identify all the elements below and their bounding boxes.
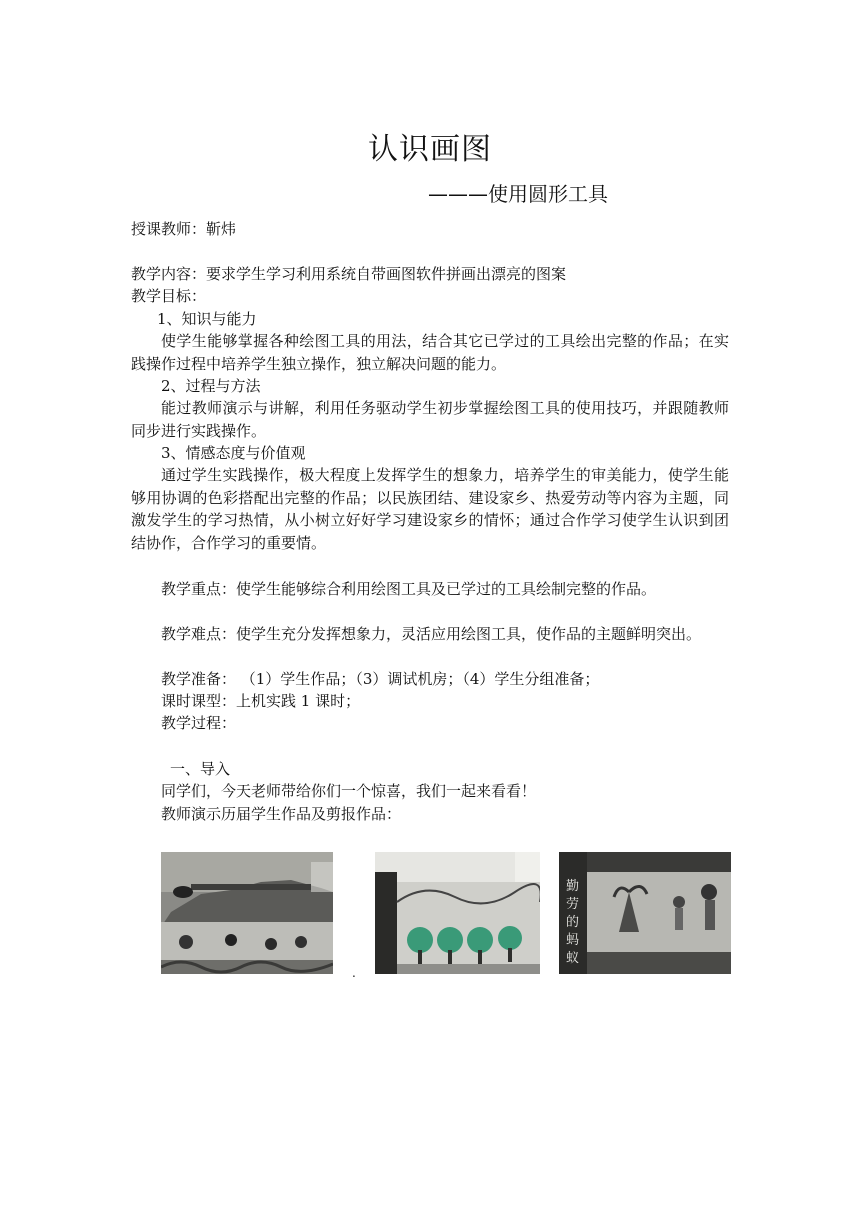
lesson-type: 课时课型：上机实践 1 课时； — [161, 692, 361, 710]
ants-caption-char-5: 蚁 — [566, 951, 580, 966]
ants-caption-char-1: 勤 — [566, 879, 580, 894]
student-artwork-trees-photo — [375, 852, 540, 974]
document-title: 认识画图 — [368, 132, 492, 167]
document-subtitle: ———使用圆形工具 — [428, 182, 608, 206]
goal3-heading: 3、情感态度与价值观 — [161, 444, 306, 462]
ants-caption-char-4: 蚂 — [566, 933, 580, 948]
preparation: 教学准备： （1）学生作品；（3）调试机房；（4）学生分组准备； — [161, 670, 600, 688]
goal1-body: 使学生能够掌握各种绘图工具的用法，结合其它已学过的工具绘出完整的作品；在实践操作过程中培养学生独立操作，独立解决问题的能力。 — [131, 332, 729, 373]
student-artwork-ants-photo — [559, 852, 731, 974]
stray-mark: . — [352, 966, 356, 980]
process-label: 教学过程： — [161, 714, 237, 732]
student-artwork-great-wall-photo — [161, 852, 333, 974]
teaching-goals-label: 教学目标： — [131, 287, 207, 305]
goal3-body: 通过学生实践操作，极大程度上发挥学生的想象力，培养学生的审美能力，使学生能够用协调的色彩搭配出完整的作品；以民族团结、建设家乡、热爱劳动等内容为主题，同激发学生的学习热情，从小树立好好学习建设家乡的情怀；通过合作学习使学生认识到团结协作，合作学习的重要情。 — [131, 466, 729, 552]
goal1-heading: 1、知识与能力 — [157, 310, 257, 328]
section1-line2: 教师演示历届学生作品及剪报作品： — [161, 805, 402, 823]
goal2-body: 能过教师演示与讲解，利用任务驱动学生初步掌握绘图工具的使用技巧，并跟随教师同步进行实践操作。 — [131, 399, 729, 440]
goal2-heading: 2、过程与方法 — [161, 377, 261, 395]
difficulty: 教学难点：使学生充分发挥想象力，灵活应用绘图工具，使作品的主题鲜明突出。 — [161, 625, 702, 643]
ants-caption-char-3: 的 — [566, 915, 580, 930]
teacher-line: 授课教师：靳炜 — [131, 220, 237, 238]
section1-line1: 同学们，今天老师带给你们一个惊喜，我们一起来看看！ — [161, 782, 537, 800]
ants-caption-char-2: 劳 — [566, 897, 580, 912]
teaching-content: 教学内容：要求学生学习利用系统自带画图软件拼画出漂亮的图案 — [131, 265, 567, 283]
section1-heading: 一、导入 — [170, 760, 231, 778]
key-point: 教学重点：使学生能够综合利用绘图工具及已学过的工具绘制完整的作品。 — [161, 580, 657, 598]
